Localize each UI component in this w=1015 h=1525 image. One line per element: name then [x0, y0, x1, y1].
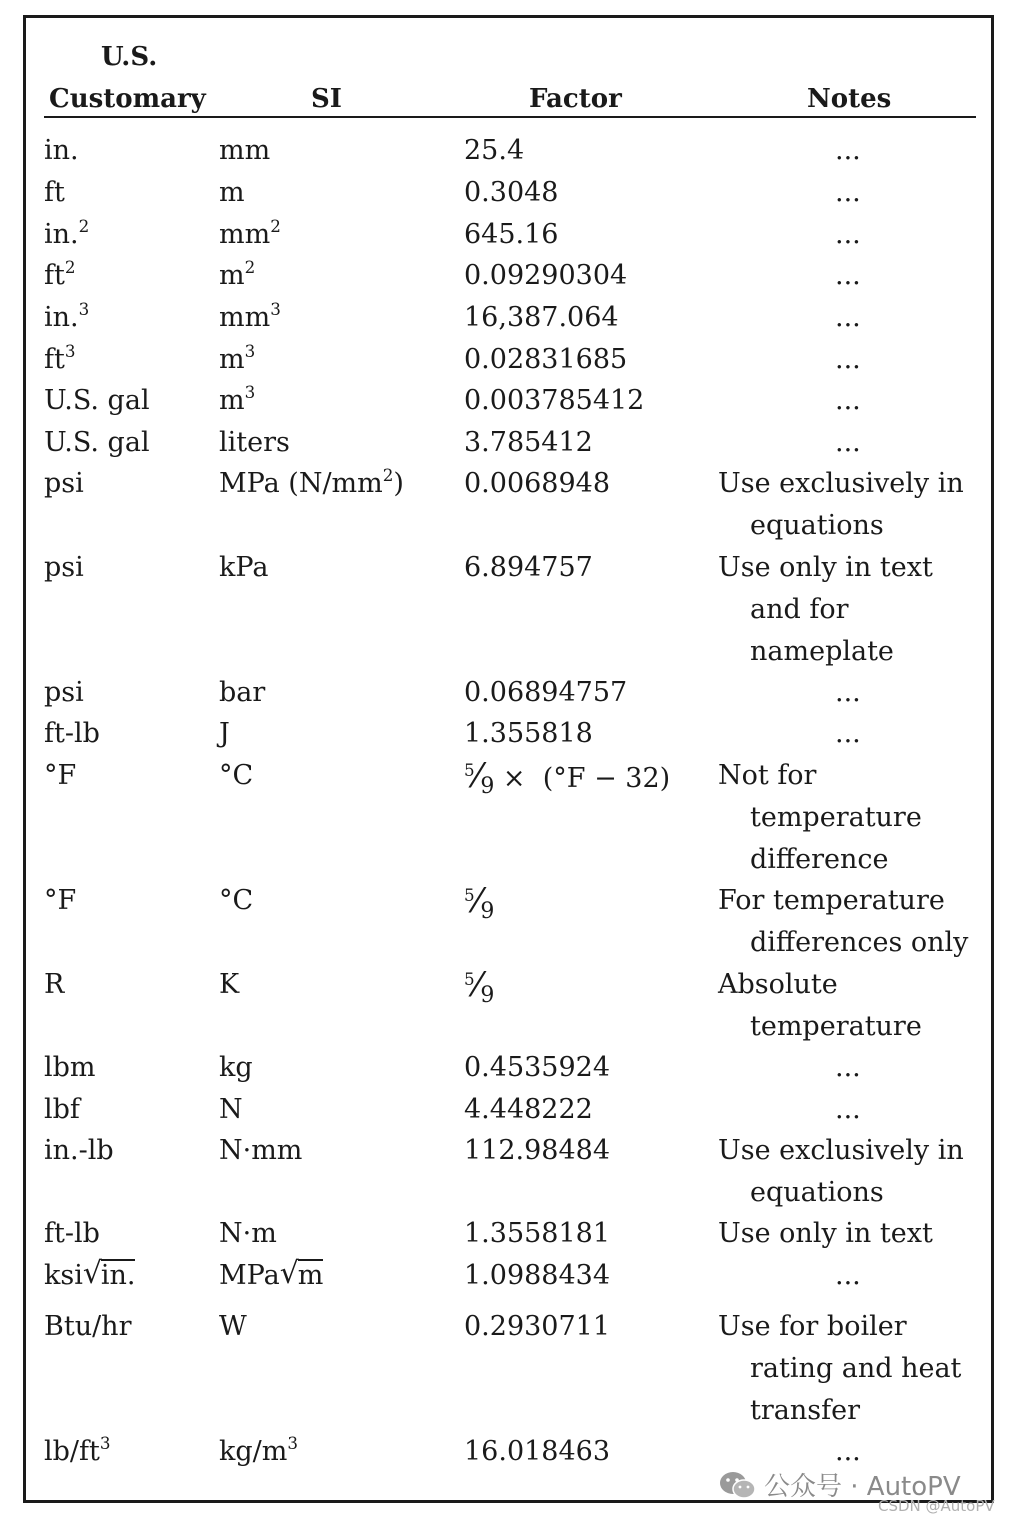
- note-line: differences only: [750, 927, 969, 958]
- cell-si: MPa √ m: [219, 1255, 323, 1297]
- cell-customary: ksi √ in.: [44, 1255, 135, 1297]
- cell-factor: 645.16: [464, 219, 559, 250]
- cell-si: J: [219, 718, 230, 749]
- fraction-numerator: 5: [464, 760, 475, 781]
- note-line: Use only in text: [718, 552, 933, 583]
- cell-si: m: [219, 177, 245, 208]
- cell-factor: 0.06894757: [464, 677, 628, 708]
- superscript: 3: [287, 1433, 298, 1454]
- note-line: Use exclusively in: [718, 1135, 964, 1166]
- cell-factor: 1.3558181: [464, 1218, 611, 1249]
- cell-factor: [464, 964, 494, 1011]
- header-notes: Notes: [807, 84, 892, 114]
- note-line: nameplate: [750, 636, 894, 667]
- cell-si: mm: [219, 135, 271, 166]
- cell-customary: psi: [44, 552, 84, 583]
- superscript: 2: [270, 216, 281, 237]
- superscript: 2: [78, 216, 90, 237]
- cell-si: $mm^3$: [219, 299, 281, 333]
- cell-customary: in.: [44, 135, 79, 166]
- cell-notes: ...: [835, 427, 861, 458]
- cell-si: N: [219, 1094, 243, 1125]
- note-line: rating and heat: [750, 1353, 962, 1384]
- note-line: equations: [750, 510, 884, 541]
- cell-customary: U.S. gal: [44, 385, 150, 416]
- note-line: Use for boiler: [718, 1311, 907, 1342]
- cell-factor: 0.09290304: [464, 260, 628, 291]
- cell-factor: 25.4: [464, 135, 525, 166]
- cell-factor: 0.3048: [464, 177, 559, 208]
- cell-notes: ...: [835, 260, 861, 291]
- cell-customary: lbf: [44, 1094, 80, 1125]
- cell-notes: ...: [835, 177, 861, 208]
- note-line: transfer: [750, 1395, 860, 1426]
- cell-customary: lbm: [44, 1052, 96, 1083]
- cell-notes: ...: [835, 1260, 861, 1291]
- cell-notes: [718, 1130, 980, 1214]
- fraction-denominator: 9: [480, 983, 495, 1008]
- cell-notes: [718, 463, 980, 547]
- superscript: 2: [64, 257, 76, 278]
- cell-si: MPa $(N/mm^2)$: [219, 465, 404, 499]
- cell-si: $m^3$: [219, 382, 256, 416]
- cell-notes: [718, 547, 980, 673]
- note-line: temperature: [750, 802, 922, 833]
- note-line: equations: [750, 1177, 884, 1208]
- cell-si: liters: [219, 427, 290, 458]
- cell-factor: 112.98484: [464, 1135, 611, 1166]
- cell-factor: [464, 755, 670, 802]
- cell-si: $mm^2$: [219, 216, 281, 250]
- cell-notes: ...: [835, 344, 861, 375]
- superscript: 3: [78, 299, 90, 320]
- fraction-denominator: 9: [480, 899, 495, 924]
- cell-customary: in.$^2$: [44, 216, 90, 250]
- cell-si: $m^3$: [219, 341, 256, 375]
- note-line: Use exclusively in: [718, 468, 964, 499]
- cell-customary: $lb/ft^3$: [44, 1433, 111, 1467]
- fraction-denominator: 9: [480, 774, 495, 799]
- superscript: 2: [382, 465, 394, 486]
- cell-customary: ft: [44, 177, 65, 208]
- radical-sign: √: [279, 1256, 299, 1291]
- cell-si: $kg/m^3$: [219, 1433, 298, 1467]
- cell-customary: R: [44, 969, 65, 1000]
- note-line: For temperature: [718, 885, 945, 916]
- cell-si: N·mm: [219, 1135, 303, 1166]
- cell-notes: ...: [835, 302, 861, 333]
- cell-factor: 0.003785412: [464, 385, 645, 416]
- note-line: difference: [750, 844, 889, 875]
- cell-factor: [464, 880, 494, 927]
- radicand: in.: [100, 1260, 136, 1291]
- cell-notes: ...: [835, 135, 861, 166]
- cell-customary: $ft^2$: [44, 257, 76, 291]
- cell-si: W: [219, 1311, 247, 1342]
- superscript: 2: [244, 257, 256, 278]
- cell-si: kg: [219, 1052, 253, 1083]
- cell-si: °C: [219, 760, 254, 791]
- cell-factor: 6.894757: [464, 552, 593, 583]
- watermark-sub: CSDN @AutoPV: [878, 1497, 995, 1515]
- cell-si: kPa: [219, 552, 269, 583]
- wechat-icon: [718, 1470, 758, 1500]
- note-line: Not for: [718, 760, 817, 791]
- cell-customary: in.-lb: [44, 1135, 114, 1166]
- cell-customary: ft-lb: [44, 1218, 100, 1249]
- cell-notes: [718, 1213, 980, 1255]
- superscript: 3: [244, 341, 256, 362]
- header-factor: Factor: [529, 84, 622, 114]
- fraction-slash: ⁄: [474, 965, 481, 1005]
- radicand: m: [297, 1260, 324, 1291]
- superscript: 3: [64, 341, 76, 362]
- cell-notes: [718, 755, 980, 881]
- note-line: temperature: [750, 1011, 922, 1042]
- cell-customary: psi: [44, 677, 84, 708]
- square-root: [83, 1255, 136, 1297]
- cell-customary: Btu/hr: [44, 1311, 132, 1342]
- radical-sign: √: [82, 1256, 102, 1291]
- cell-factor: 4.448222: [464, 1094, 593, 1125]
- cell-customary: U.S. gal: [44, 427, 150, 458]
- header-si: SI: [311, 84, 342, 114]
- fraction-numerator: 5: [464, 969, 475, 990]
- cell-customary: °F: [44, 760, 77, 791]
- cell-factor: 0.4535924: [464, 1052, 611, 1083]
- cell-notes: ...: [835, 219, 861, 250]
- square-root: [280, 1255, 324, 1297]
- cell-notes: ...: [835, 1052, 861, 1083]
- cell-notes: ...: [835, 718, 861, 749]
- superscript: 3: [270, 299, 281, 320]
- cell-factor: 16.018463: [464, 1436, 611, 1467]
- cell-factor: 1.355818: [464, 718, 593, 749]
- superscript: 3: [99, 1433, 111, 1454]
- note-line: and for: [750, 594, 849, 625]
- cell-factor: 0.02831685: [464, 344, 628, 375]
- superscript: 3: [244, 382, 256, 403]
- cell-notes: [718, 1306, 980, 1432]
- cell-notes: ...: [835, 677, 861, 708]
- watermark-text: 公众号 · AutoPV: [764, 1472, 961, 1502]
- header-rule: [44, 116, 976, 118]
- cell-si: K: [219, 969, 240, 1000]
- cell-si: °C: [219, 885, 254, 916]
- cell-si: N·m: [219, 1218, 277, 1249]
- cell-customary: in.$^3$: [44, 299, 90, 333]
- cell-factor: 3.785412: [464, 427, 593, 458]
- cell-notes: [718, 880, 980, 964]
- cell-si: $m^2$: [219, 257, 256, 291]
- header-customary-line2: Customary: [49, 84, 206, 114]
- cell-notes: ...: [835, 1436, 861, 1467]
- note-line: Absolute: [718, 969, 838, 1000]
- cell-customary: ft-lb: [44, 718, 100, 749]
- cell-notes: [718, 964, 980, 1048]
- cell-factor: 0.2930711: [464, 1311, 611, 1342]
- cell-notes: ...: [835, 385, 861, 416]
- note-line: Use only in text: [718, 1218, 933, 1249]
- cell-notes: ...: [835, 1094, 861, 1125]
- cell-factor: 16,387.064: [464, 302, 619, 333]
- cell-factor: 0.0068948: [464, 468, 611, 499]
- fraction-numerator: 5: [464, 885, 475, 906]
- factor-expression: × (°F − 32): [494, 763, 671, 794]
- cell-factor: 1.0988434: [464, 1260, 611, 1291]
- cell-customary: psi: [44, 468, 84, 499]
- cell-si: bar: [219, 677, 266, 708]
- cell-customary: $ft^3$: [44, 341, 76, 375]
- fraction-slash: ⁄: [474, 881, 481, 921]
- fraction-slash: ⁄: [474, 756, 481, 796]
- cell-customary: °F: [44, 885, 77, 916]
- header-customary: U.S.: [101, 42, 158, 72]
